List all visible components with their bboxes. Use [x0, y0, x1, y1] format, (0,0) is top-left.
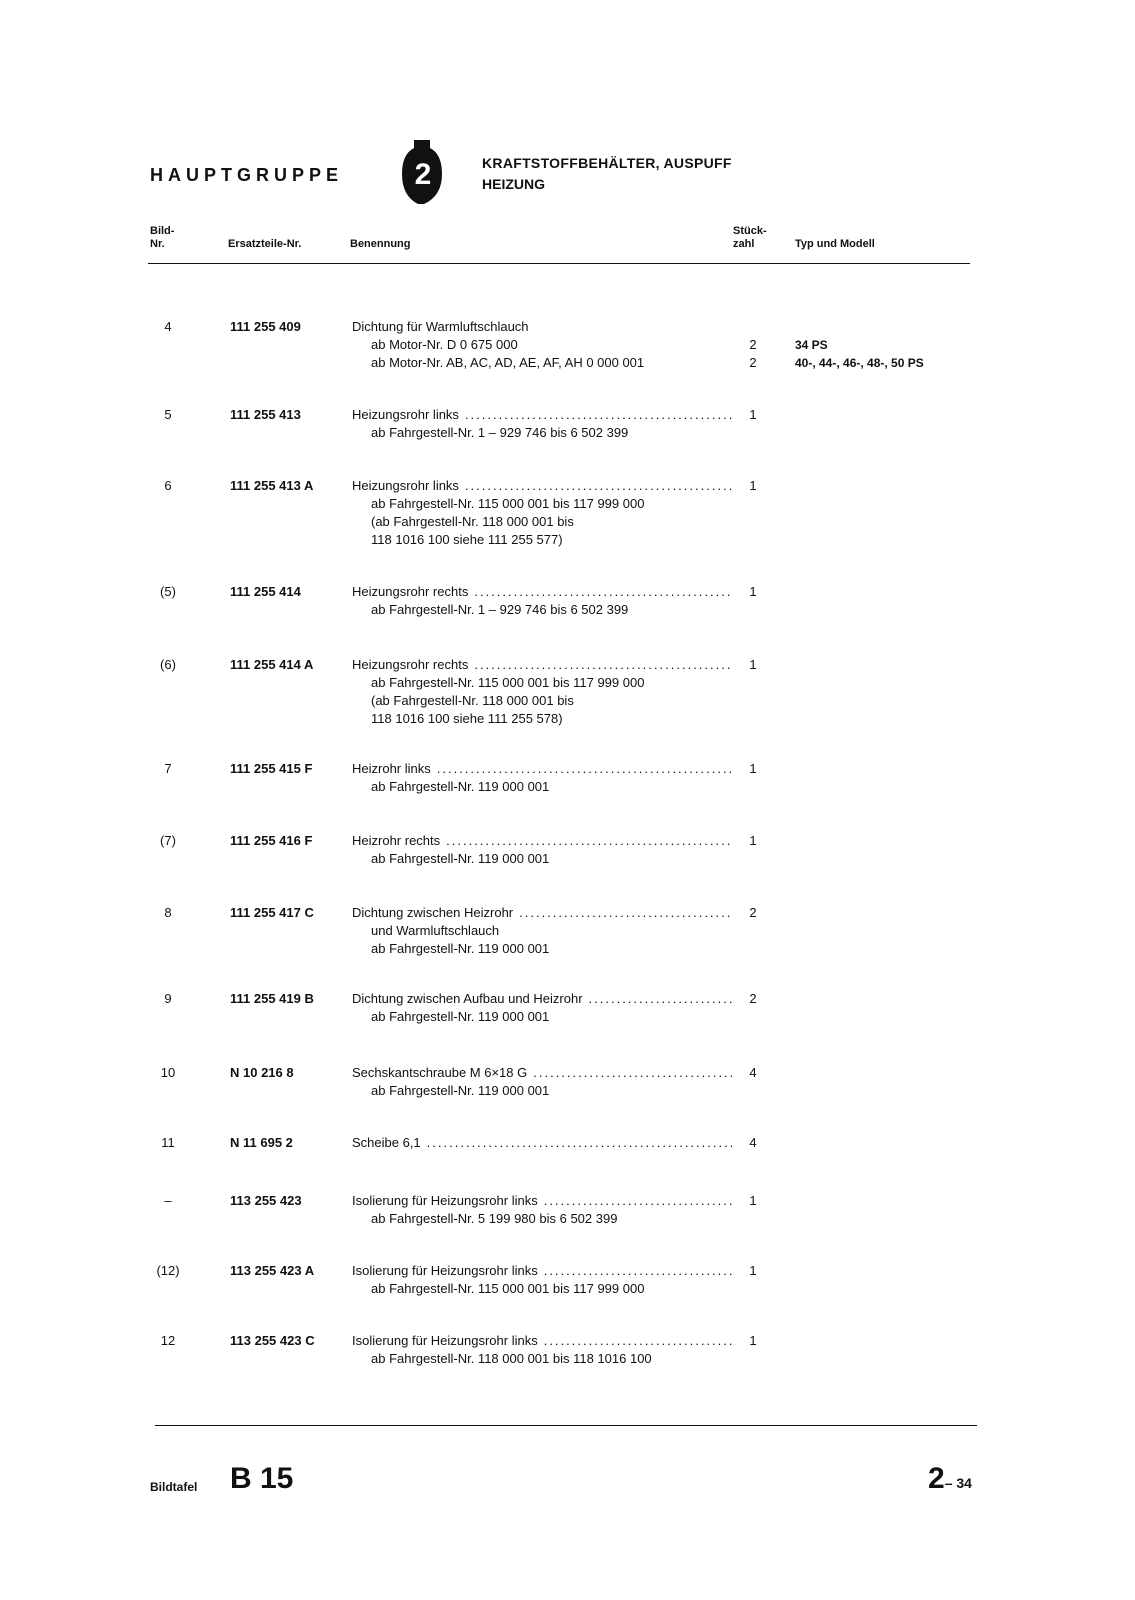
- part-number-cell: 111 255 414: [230, 584, 301, 599]
- description-subline: 118 1016 100 siehe 111 255 577): [371, 532, 563, 547]
- dot-leader: [427, 1134, 732, 1152]
- group-number-badge: [400, 138, 444, 206]
- footer-label: Bildtafel: [150, 1480, 198, 1494]
- dot-leader: [465, 406, 732, 424]
- description-text: Heizungsrohr links: [352, 478, 459, 493]
- bild-nr-cell: 11: [161, 1135, 175, 1150]
- group-label: HAUPTGRUPPE: [150, 165, 344, 185]
- model-cell: 40-, 44-, 46-, 48-, 50 PS: [795, 356, 924, 370]
- description-subline: ab Fahrgestell-Nr. 119 000 001: [371, 941, 550, 956]
- quantity-cell: 1: [749, 478, 757, 493]
- quantity-cell: 1: [749, 833, 757, 848]
- dot-leader: [437, 760, 732, 778]
- description-text: Isolierung für Heizungsrohr links: [352, 1193, 538, 1208]
- footer-divider: [155, 1425, 977, 1426]
- page-number: 2– 34: [928, 1462, 972, 1495]
- col-header-benennung: Benennung: [350, 238, 411, 250]
- bild-nr-cell: 9: [164, 991, 172, 1006]
- description-subline: ab Fahrgestell-Nr. 115 000 001 bis 117 999 000: [371, 496, 645, 511]
- quantity-cell: 1: [749, 407, 757, 422]
- description-subline: ab Fahrgestell-Nr. 115 000 001 bis 117 999 000: [371, 1281, 645, 1296]
- section-title-line2: HEIZUNG: [482, 176, 545, 192]
- description-subline: (ab Fahrgestell-Nr. 118 000 001 bis: [371, 514, 574, 529]
- dot-leader: [589, 990, 732, 1008]
- bild-nr-cell: (7): [160, 833, 176, 848]
- plate-number: B 15: [230, 1462, 294, 1495]
- col-header-stueckzahl: Stück- zahl: [733, 225, 767, 250]
- description-text: Dichtung für Warmluftschlauch: [352, 319, 529, 334]
- quantity-cell: 2: [749, 337, 757, 352]
- description-cell: [352, 406, 732, 442]
- part-number-cell: N 11 695 2: [230, 1135, 293, 1150]
- description-subline: ab Motor-Nr. AB, AC, AD, AE, AF, AH 0 000 001: [371, 355, 645, 370]
- description-text: Heizungsrohr rechts: [352, 657, 469, 672]
- description-subline: ab Fahrgestell-Nr. 119 000 001: [371, 1009, 550, 1024]
- bild-nr-cell: (5): [160, 584, 176, 599]
- quantity-cell: 1: [749, 657, 757, 672]
- model-cell: 34 PS: [795, 338, 828, 352]
- quantity-cell: 4: [749, 1065, 757, 1080]
- description-text: Scheibe 6,1: [352, 1135, 421, 1150]
- part-number-cell: N 10 216 8: [230, 1065, 294, 1080]
- dot-leader: [544, 1262, 732, 1280]
- description-subline: ab Fahrgestell-Nr. 1 – 929 746 bis 6 502 399: [371, 602, 629, 617]
- part-number-cell: 111 255 416 F: [230, 833, 313, 848]
- description-text: Dichtung zwischen Heizrohr: [352, 905, 514, 920]
- part-number-cell: 111 255 413: [230, 407, 301, 422]
- bild-nr-cell: 6: [164, 478, 172, 493]
- description-text: Sechskantschraube M 6×18 G: [352, 1065, 528, 1080]
- dot-leader: [474, 583, 732, 601]
- quantity-cell: 2: [749, 991, 757, 1006]
- col-header-typ: Typ und Modell: [795, 238, 875, 250]
- part-number-cell: 111 255 417 C: [230, 905, 314, 920]
- group-number: 2: [414, 158, 432, 191]
- description-cell: [352, 1192, 732, 1228]
- part-number-cell: 111 255 409: [230, 319, 301, 334]
- description-text: Heizungsrohr links: [352, 407, 459, 422]
- description-cell: [352, 477, 732, 549]
- bild-nr-cell: (6): [160, 657, 176, 672]
- part-number-cell: 111 255 415 F: [230, 761, 313, 776]
- description-cell: [352, 904, 732, 958]
- quantity-cell: 1: [749, 1333, 757, 1348]
- col-header-bild-nr: Bild- Nr.: [150, 225, 175, 250]
- description-cell: [352, 583, 732, 619]
- header-divider: [148, 263, 970, 264]
- description-text: Dichtung zwischen Aufbau und Heizrohr: [352, 991, 583, 1006]
- part-number-cell: 111 255 414 A: [230, 657, 314, 672]
- description-cell: [352, 1064, 732, 1100]
- bild-nr-cell: 7: [164, 761, 172, 776]
- dot-leader: [519, 904, 732, 922]
- bild-nr-cell: 5: [164, 407, 172, 422]
- description-subline: ab Fahrgestell-Nr. 119 000 001: [371, 1083, 550, 1098]
- part-number-cell: 113 255 423 C: [230, 1333, 315, 1348]
- description-cell: [352, 1262, 732, 1298]
- description-cell: [352, 318, 732, 372]
- quantity-cell: 2: [749, 905, 757, 920]
- dot-leader: [544, 1192, 732, 1210]
- part-number-cell: 111 255 413 A: [230, 478, 314, 493]
- part-number-cell: 113 255 423: [230, 1193, 302, 1208]
- description-text: Isolierung für Heizungsrohr links: [352, 1333, 538, 1348]
- dot-leader: [446, 832, 732, 850]
- quantity-cell: 1: [749, 584, 757, 599]
- quantity-cell: 1: [749, 761, 757, 776]
- col-header-ersatzteile: Ersatzteile-Nr.: [228, 238, 302, 250]
- description-text: Heizungsrohr rechts: [352, 584, 469, 599]
- quantity-cell: 1: [749, 1193, 757, 1208]
- description-subline: ab Fahrgestell-Nr. 5 199 980 bis 6 502 399: [371, 1211, 618, 1226]
- description-cell: [352, 990, 732, 1026]
- description-subline: ab Fahrgestell-Nr. 115 000 001 bis 117 999 000: [371, 675, 645, 690]
- quantity-cell: 1: [749, 1263, 757, 1278]
- description-subline: 118 1016 100 siehe 111 255 578): [371, 711, 563, 726]
- description-cell: [352, 1134, 732, 1152]
- description-subline: und Warmluftschlauch: [371, 923, 500, 938]
- dot-leader: [544, 1332, 732, 1350]
- bild-nr-cell: 10: [160, 1065, 176, 1080]
- description-subline: (ab Fahrgestell-Nr. 118 000 001 bis: [371, 693, 574, 708]
- description-text: Heizrohr rechts: [352, 833, 441, 848]
- description-subline: ab Fahrgestell-Nr. 119 000 001: [371, 779, 550, 794]
- description-cell: [352, 832, 732, 868]
- section-title-line1: KRAFTSTOFFBEHÄLTER, AUSPUFF: [482, 155, 732, 171]
- bild-nr-cell: 4: [164, 319, 172, 334]
- bild-nr-cell: (12): [156, 1263, 180, 1278]
- description-cell: [352, 656, 732, 728]
- description-subline: ab Fahrgestell-Nr. 1 – 929 746 bis 6 502 399: [371, 425, 629, 440]
- description-cell: [352, 760, 732, 796]
- dot-leader: [465, 477, 732, 495]
- quantity-cell: 4: [749, 1135, 757, 1150]
- bild-nr-cell: 12: [160, 1333, 176, 1348]
- part-number-cell: 113 255 423 A: [230, 1263, 315, 1278]
- dot-leader: [533, 1064, 732, 1082]
- quantity-cell: 2: [749, 355, 757, 370]
- description-subline: ab Motor-Nr. D 0 675 000: [371, 337, 518, 352]
- dot-leader: [474, 656, 732, 674]
- bild-nr-cell: –: [164, 1193, 172, 1208]
- description-cell: [352, 1332, 732, 1368]
- description-subline: ab Fahrgestell-Nr. 119 000 001: [371, 851, 550, 866]
- part-number-cell: 111 255 419 B: [230, 991, 314, 1006]
- description-text: Isolierung für Heizungsrohr links: [352, 1263, 538, 1278]
- description-text: Heizrohr links: [352, 761, 431, 776]
- bild-nr-cell: 8: [164, 905, 172, 920]
- description-subline: ab Fahrgestell-Nr. 118 000 001 bis 118 1016 100: [371, 1351, 652, 1366]
